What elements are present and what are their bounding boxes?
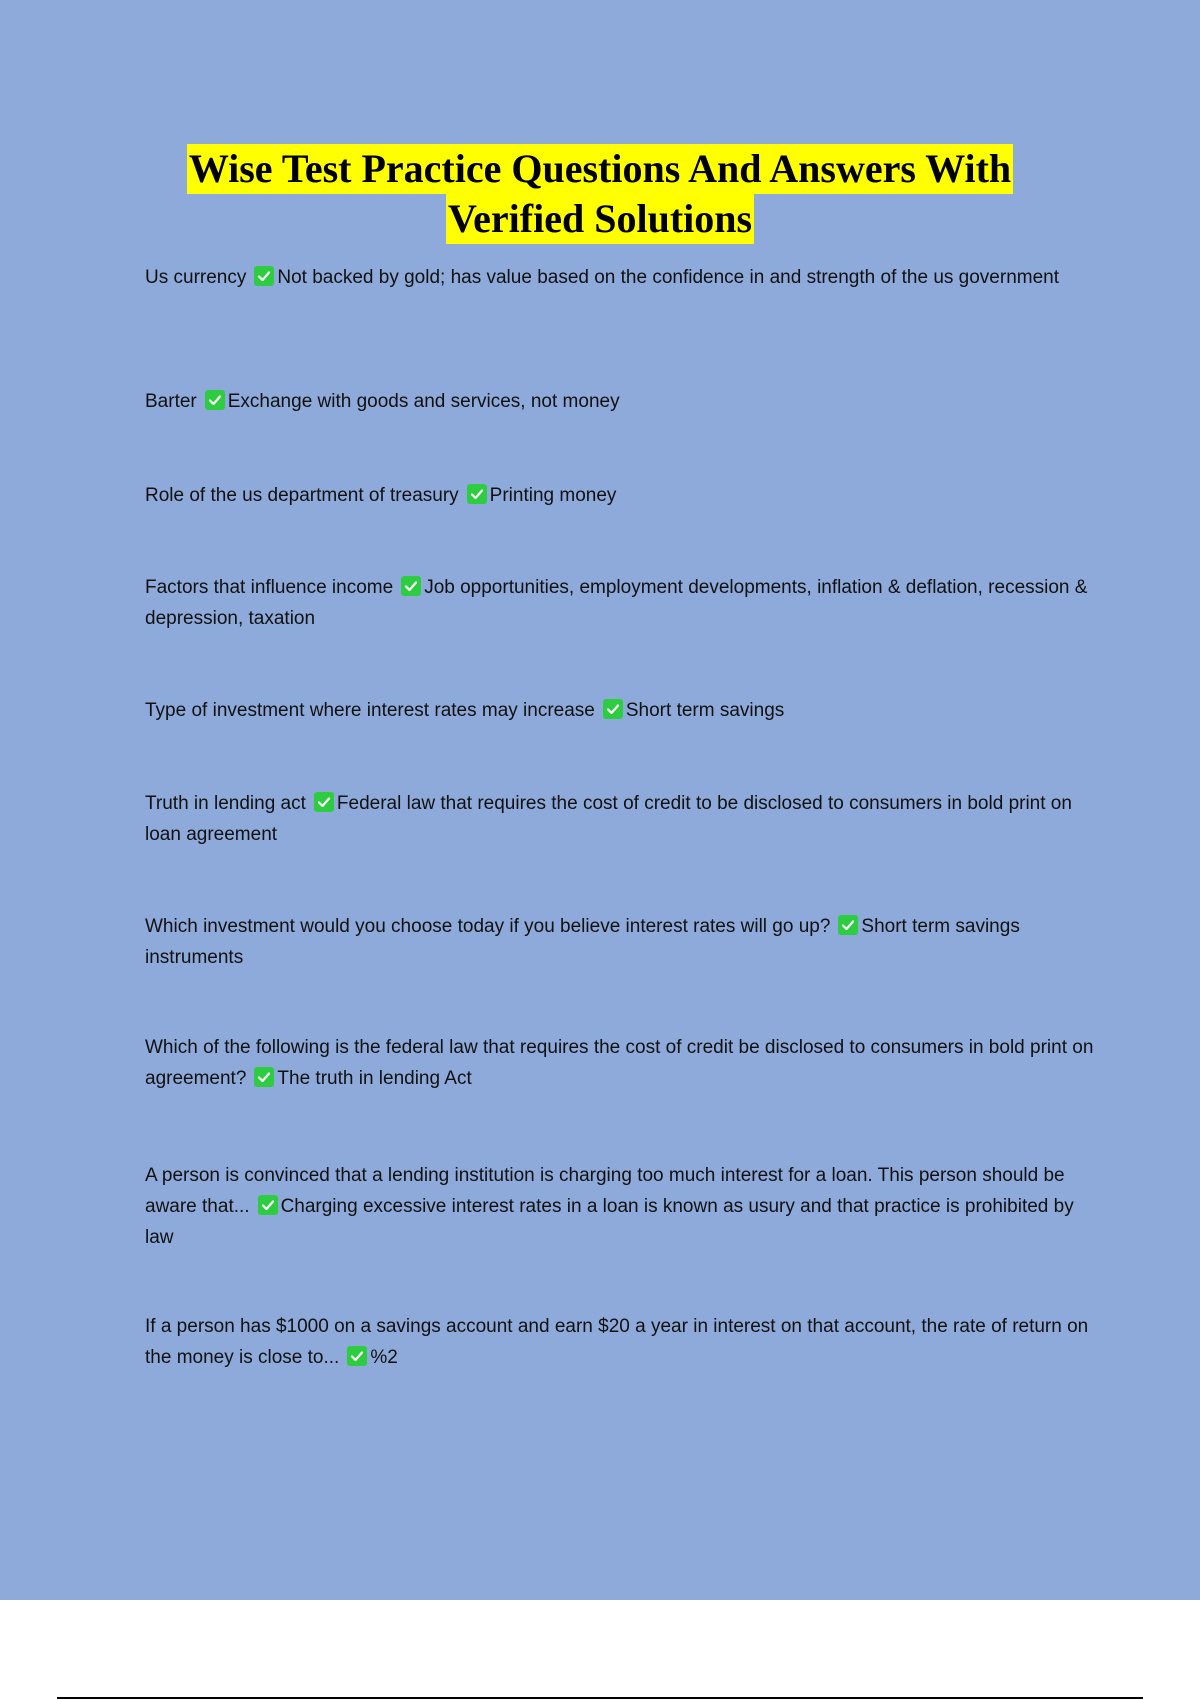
answer-text: Short term savings instruments — [145, 916, 1020, 968]
answer-text: The truth in lending Act — [277, 1068, 472, 1089]
check-mark-icon — [258, 1195, 278, 1215]
qa-item — [145, 1160, 1095, 1253]
qa-item — [145, 386, 1095, 417]
qa-item — [145, 262, 1095, 293]
title-line-2: Verified Solutions — [446, 194, 754, 244]
check-mark-icon — [254, 266, 274, 286]
footer-divider — [57, 1697, 1143, 1699]
question-text: Which investment would you choose today if you believe interest rates will go up? — [145, 916, 831, 937]
qa-item — [145, 572, 1095, 634]
qa-item — [145, 1311, 1095, 1373]
document-title — [0, 144, 1200, 244]
answer-text: Charging excessive interest rates in a loan is known as usury and that practice is prohibited by law — [145, 1196, 1074, 1248]
question-text: Us currency — [145, 267, 247, 288]
question-text: A person is convinced that a lending institution is charging too much interest for a loan. This person should be aware that... — [145, 1165, 1065, 1217]
qa-item — [145, 911, 1095, 973]
qa-item — [145, 788, 1095, 850]
qa-item — [145, 1032, 1095, 1094]
answer-text: Exchange with goods and services, not money — [227, 391, 620, 412]
question-text: Factors that influence income — [145, 577, 394, 598]
check-mark-icon — [347, 1346, 367, 1366]
qa-item — [145, 695, 1095, 726]
answer-text: Printing money — [489, 485, 617, 506]
answer-text: Not backed by gold; has value based on the confidence in and strength of the us government — [277, 267, 1059, 288]
check-mark-icon — [254, 1067, 274, 1087]
check-mark-icon — [603, 699, 623, 719]
question-text: Type of investment where interest rates may increase — [145, 700, 595, 721]
check-mark-icon — [314, 792, 334, 812]
title-line-1: Wise Test Practice Questions And Answers With — [187, 144, 1013, 194]
answer-text: Job opportunities, employment developments, inflation & deflation, recession & depression, taxation — [145, 577, 1088, 629]
check-mark-icon — [838, 915, 858, 935]
answer-text: %2 — [370, 1347, 398, 1368]
question-text: Barter — [145, 391, 197, 412]
check-mark-icon — [401, 576, 421, 596]
check-mark-icon — [467, 484, 487, 504]
question-text: Role of the us department of treasury — [145, 485, 459, 506]
question-text: Which of the following is the federal law that requires the cost of credit be disclosed to consumers in bold print on agreement? — [145, 1037, 1094, 1089]
answer-text: Short term savings — [625, 700, 785, 721]
qa-item — [145, 480, 1095, 511]
answer-text: Federal law that requires the cost of credit to be disclosed to consumers in bold print on loan agreement — [145, 793, 1072, 845]
question-text: Truth in lending act — [145, 793, 306, 814]
check-mark-icon — [205, 390, 225, 410]
question-text: If a person has $1000 on a savings account and earn $20 a year in interest on that account, the rate of return on the money is close to... — [145, 1316, 1089, 1368]
